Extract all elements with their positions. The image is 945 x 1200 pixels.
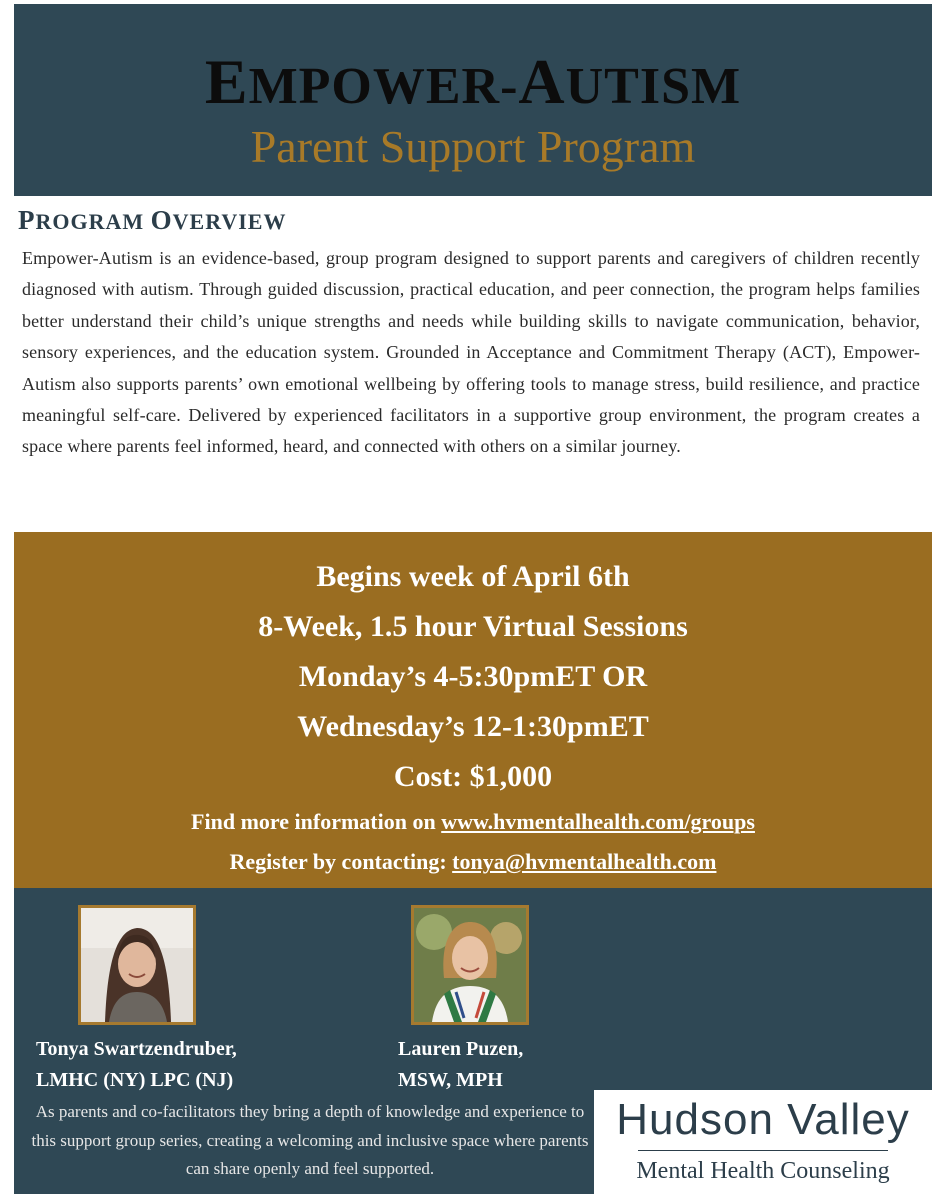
facilitator-name-tonya: Tonya Swartzendruber, LMHC (NY) LPC (NJ)	[36, 1038, 237, 1091]
cost: Cost: $1,000	[393, 760, 553, 793]
email-link[interactable]: tonya@hvmentalhealth.com	[452, 849, 717, 874]
facilitator-photo-lauren	[411, 905, 529, 1025]
begin-date: Begins week of April 6th	[316, 560, 630, 593]
overview-heading: PROGRAM OVERVIEW	[18, 205, 287, 235]
schedule-band	[14, 532, 932, 888]
wednesday-time: Wednesday’s 12-1:30pmET	[297, 710, 649, 743]
logo-line-1: Hudson Valley	[616, 1095, 910, 1144]
register-line: Register by contacting: tonya@hvmentalhealth.com	[229, 849, 717, 874]
logo-divider	[638, 1150, 888, 1151]
groups-link[interactable]: www.hvmentalhealth.com/groups	[441, 809, 755, 834]
session-format: 8-Week, 1.5 hour Virtual Sessions	[258, 610, 688, 643]
facilitator-photo-tonya	[78, 905, 196, 1025]
facilitator-description: As parents and co-facilitators they bring a depth of knowledge and experience to this support group series, creating a welcoming and inclusive space where parents can share openly and feel supported.	[31, 1102, 589, 1178]
logo-line-2: Mental Health Counseling	[636, 1158, 890, 1184]
hudson-valley-logo	[594, 1090, 932, 1194]
program-title: EMPOWER-AUTISM	[204, 46, 742, 117]
overview-body: Empower-Autism is an evidence-based, group program designed to support parents and caregivers of children recently diagnosed with autism. Through guided discussion, practical education, and peer connection, the program helps families better understand their child’s unique strengths and needs while building skills to navigate communication, behavior, sensory experiences, and the education system. Grounded in Acceptance and Commitment Therapy (ACT), Empower-Autism also supports parents’ own emotional wellbeing by offering tools to manage stress, build resilience, and practice meaningful self-care. Delivered by experienced facilitators in a supportive group environment, the program creates a space where parents feel informed, heard, and connected with others on a similar journey.	[22, 248, 920, 457]
monday-time: Monday’s 4-5:30pmET OR	[298, 660, 648, 693]
program-subtitle: Parent Support Program	[250, 121, 696, 172]
header-banner	[14, 4, 932, 196]
facilitator-name-lauren: Lauren Puzen, MSW, MPH	[398, 1038, 524, 1091]
more-info-line: Find more information on www.hvmentalhealth.com/groups	[191, 809, 755, 834]
